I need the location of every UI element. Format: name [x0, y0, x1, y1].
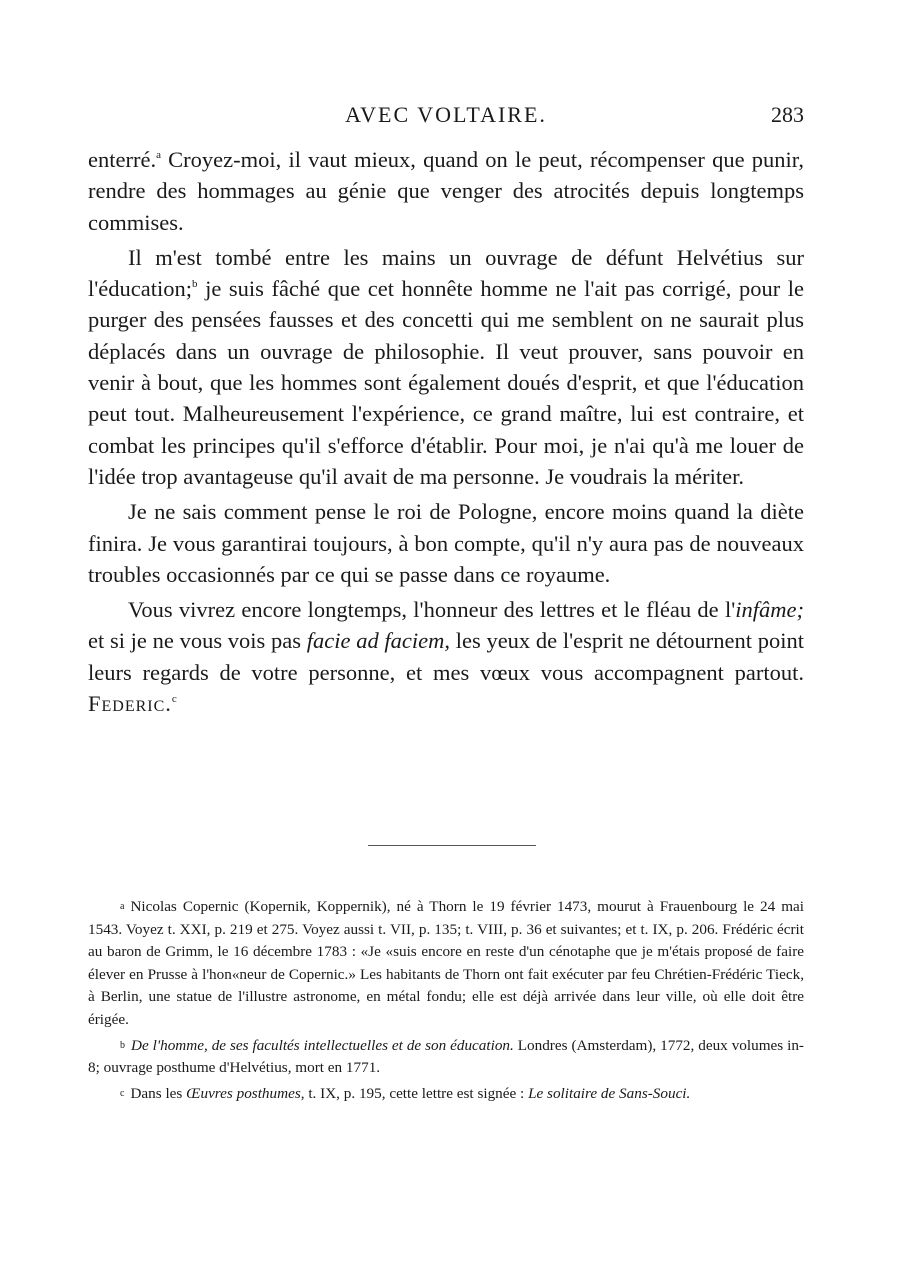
running-title: AVEC VOLTAIRE. — [345, 102, 547, 127]
footnote-c-text-2: t. IX, p. 195, cette lettre est signée : — [304, 1084, 529, 1102]
paragraph-2-text-1: Il m'est tombé entre les mains un ouvrage de défunt Helvétius sur l'éducation; — [88, 244, 804, 302]
footnote-a-mark: a — [120, 901, 125, 912]
footnote-b-italic: De l'homme, de ses facultés intellectuelles et de son éducation. — [131, 1036, 514, 1054]
footnote-ref-c[interactable]: c — [171, 693, 177, 706]
paragraph-3: Je ne sais comment pense le roi de Pologne, encore moins quand la diète finira. Je vous garantirai toujours, à bon compte, qu'il n'y aura pas de nouveaux troubles occasionnés par ce qui se passe dans ce royaume. — [88, 499, 804, 587]
footnote-b — [88, 1035, 804, 1080]
footnote-c — [88, 1083, 804, 1106]
letter-body — [88, 144, 804, 719]
paragraph-1-text-2: Croyez-moi, il vaut mieux, quand on le peut, récompenser que punir, rendre des hommages au génie que venger des atrocités depuis longtemps commises. — [88, 147, 804, 235]
paragraph-4-text-2: et si je ne vous vois pas — [88, 628, 307, 654]
footnote-ref-a[interactable]: a — [156, 149, 161, 161]
page-number: 283 — [771, 102, 804, 127]
paragraph-4-italic-1: infâme; — [735, 597, 804, 623]
footnote-b-text: Londres (Amsterdam), 1772, deux volumes in-8; ouvrage posthume d'Helvétius, mort en 1771. — [88, 1036, 804, 1077]
footnote-ref-b[interactable]: b — [192, 278, 198, 291]
footnote-b-mark: b — [120, 1039, 125, 1051]
footnote-a — [88, 896, 804, 1032]
paragraph-1-text-1: enterré. — [88, 147, 157, 172]
running-header — [88, 102, 804, 132]
footnote-c-italic-2: Le solitaire de Sans-Souci. — [528, 1084, 691, 1102]
paragraph-4-text-1: Vous vivrez encore longtemps, l'honneur des lettres et le fléau de l' — [128, 597, 736, 623]
footnote-separator — [368, 845, 536, 846]
footnote-c-text-1: Dans les — [130, 1084, 187, 1102]
footnote-c-mark: c — [120, 1087, 125, 1099]
paragraph-4 — [88, 594, 804, 719]
paragraph-2 — [88, 242, 804, 492]
paragraph-4-text-3: les yeux de l'esprit ne détournent point leurs regards de votre personne, et mes vœux vous accompagnent partout. — [88, 628, 805, 685]
footnote-c-italic-1: Œuvres posthumes, — [186, 1084, 305, 1102]
footnotes — [88, 896, 804, 1108]
paragraph-2-text-2: je suis fâché que cet honnête homme ne l'ait pas corrigé, pour le purger des pensées fausses et des concetti qui me semblent on ne saurait plus déplacés dans un ouvrage de philosophie. Il veut prouver, sans pouvoir en venir à bout, que les hommes sont également doués d'esprit, et que l'éducation peut tout. Malheureusement l'expérience, ce grand maître, lui est contraire, et combat les principes qu'il s'efforce d'établir. Pour moi, je n'ai qu'à me louer de l'idée trop avantageuse qu'il avait de ma personne. Je voudrais la mériter. — [88, 276, 804, 489]
footnote-a-text: Nicolas Copernic (Kopernik, Koppernik), né à Thorn le 19 février 1473, mourut à Frauenbourg le 24 mai 1543. Voyez t. XXI, p. 219 et 275. Voyez aussi t. VII, p. 135; t. VIII, p. 36 et suivantes; et t. IX, p. 206. Frédéric écrit au baron de Grimm, le 16 décembre 1783 : «Je «suis encore en reste d'un cénotaphe que je m'étais proposé de faire élever en Prusse à l'hon«neur de Copernic.» Les habitants de Thorn ont fait exécuter par feu Chrétien-Frédéric Tieck, à Berlin, une statue de l'illustre astronome, en métal fondu; elle est déjà arrivée dans leur ville, où elle doit être érigée. — [88, 898, 804, 1028]
paragraph-1 — [88, 144, 804, 238]
signature: Federic. — [88, 691, 172, 717]
paragraph-4-italic-2: facie ad faciem, — [306, 628, 451, 654]
